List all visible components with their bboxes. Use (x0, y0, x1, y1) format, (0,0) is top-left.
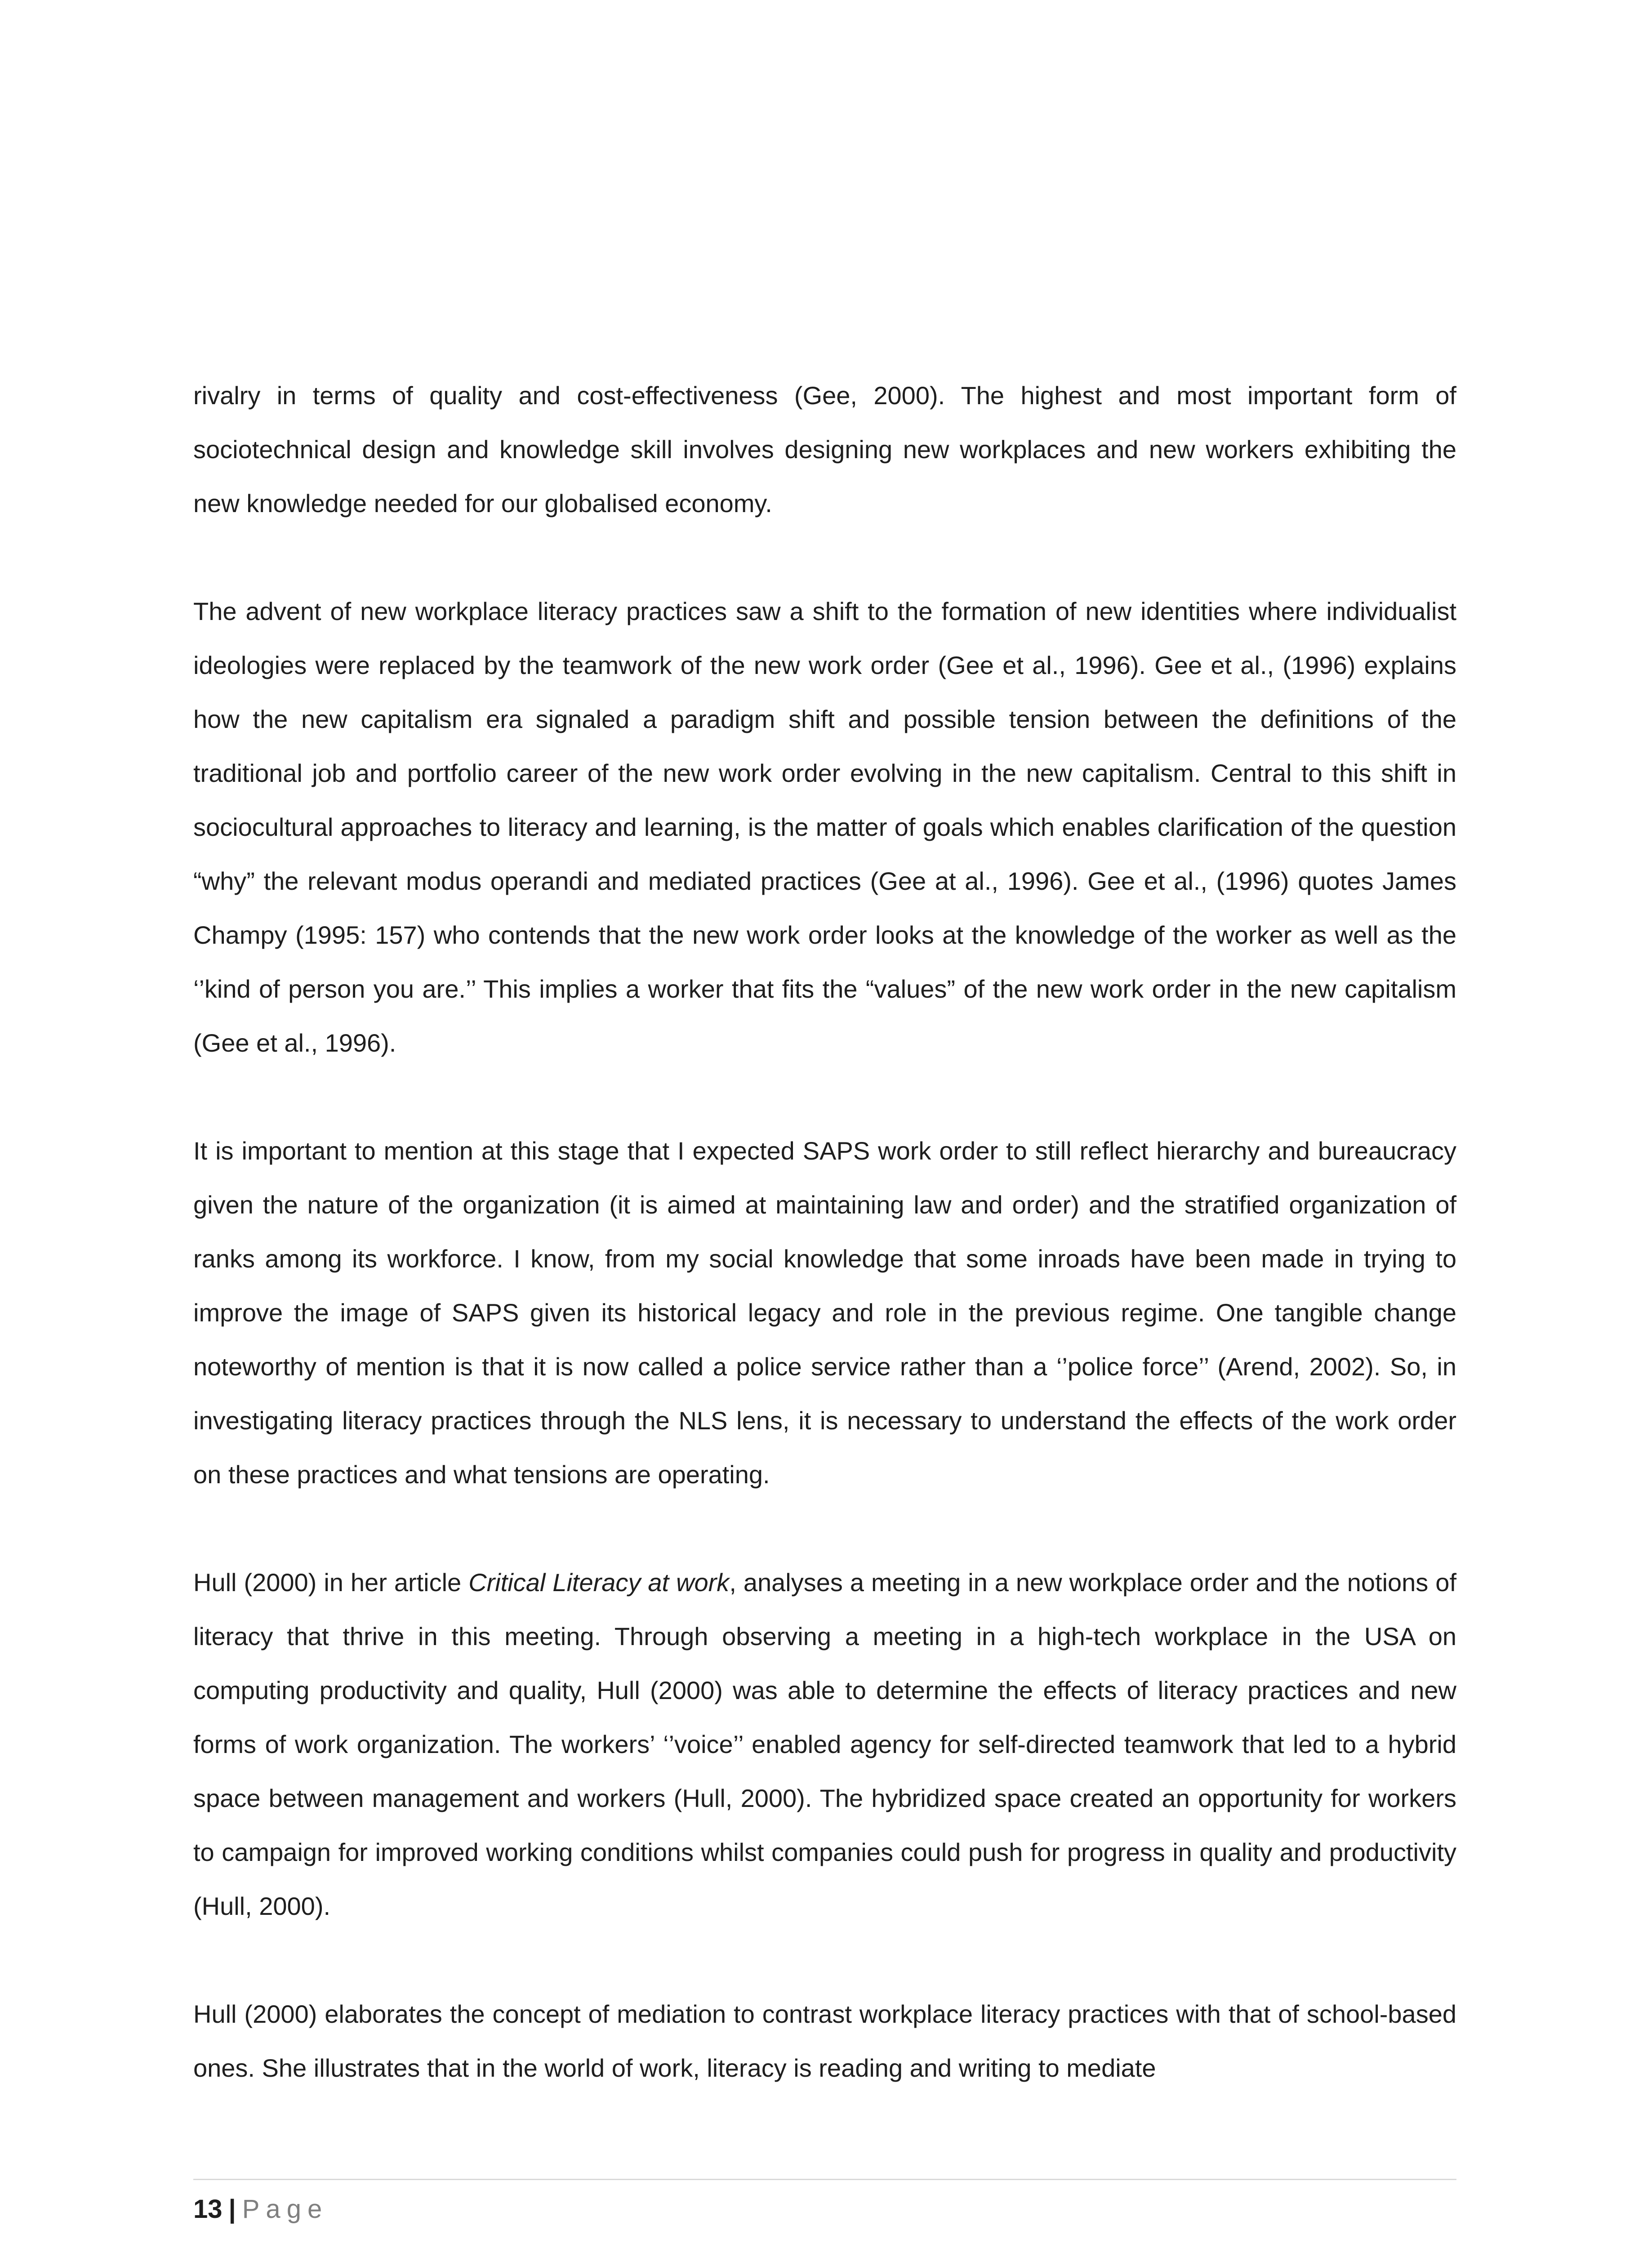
page-label: Page (242, 2194, 329, 2224)
footer-separator: | (228, 2194, 236, 2224)
article-title: Critical Literacy at work (468, 1568, 730, 1597)
paragraph-4-lead: Hull (2000) in her article (193, 1568, 469, 1597)
document-body (193, 369, 1456, 2095)
paragraph-2: The advent of new workplace literacy practices saw a shift to the formation of new identities where individualist ideologies were replaced by the teamwork of the new work order (Gee et al., 1996). Gee et al., (1996) explains how the new capitalism era signaled a paradigm shift and possible tension between the definitions of the traditional job and portfolio career of the new work order evolving in the new capitalism. Central to this shift in sociocultural approaches to literacy and learning, is the matter of goals which enables clarification of the question “why” the relevant modus operandi and mediated practices (Gee at al., 1996). Gee et al., (1996) quotes James Champy (1995: 157) who contends that the new work order looks at the knowledge of the worker as well as the ‘’kind of person you are.’’ This implies a worker that fits the “values” of the new work order in the new capitalism (Gee et al., 1996). (193, 597, 1456, 1057)
paragraph-4 (193, 1556, 1456, 1933)
paragraph-3: It is important to mention at this stage that I expected SAPS work order to still reflect hierarchy and bureaucracy given the nature of the organization (it is aimed at maintaining law and order) and the stratified organization of ranks among its workforce. I know, from my social knowledge that some inroads have been made in trying to improve the image of SAPS given its historical legacy and role in the previous regime. One tangible change noteworthy of mention is that it is now called a police service rather than a ‘’police force’’ (Arend, 2002). So, in investigating literacy practices through the NLS lens, it is necessary to understand the effects of the work order on these practices and what tensions are operating. (193, 1137, 1456, 1489)
page-footer (193, 2191, 328, 2227)
footer-divider (193, 2179, 1456, 2180)
paragraph-1: rivalry in terms of quality and cost-effectiveness (Gee, 2000). The highest and most important form of sociotechnical design and knowledge skill involves designing new workplaces and new workers exhibiting the new knowledge needed for our globalised economy. (193, 381, 1456, 517)
paragraph-5: Hull (2000) elaborates the concept of mediation to contrast workplace literacy practices with that of school-based ones. She illustrates that in the world of work, literacy is reading and writing to mediate (193, 2000, 1456, 2082)
page-number: 13 (193, 2194, 223, 2224)
paragraph-4-rest: , analyses a meeting in a new workplace order and the notions of literacy that thrive in this meeting. Through observing a meeting in a high-tech workplace in the USA on computing productivity and quality, Hull (2000) was able to determine the effects of literacy practices and new forms of work organization. The workers’ ‘’voice’’ enabled agency for self-directed teamwork that led to a hybrid space between management and workers (Hull, 2000). The hybridized space created an opportunity for workers to campaign for improved working conditions whilst companies could push for progress in quality and productivity (Hull, 2000). (193, 1568, 1457, 1920)
